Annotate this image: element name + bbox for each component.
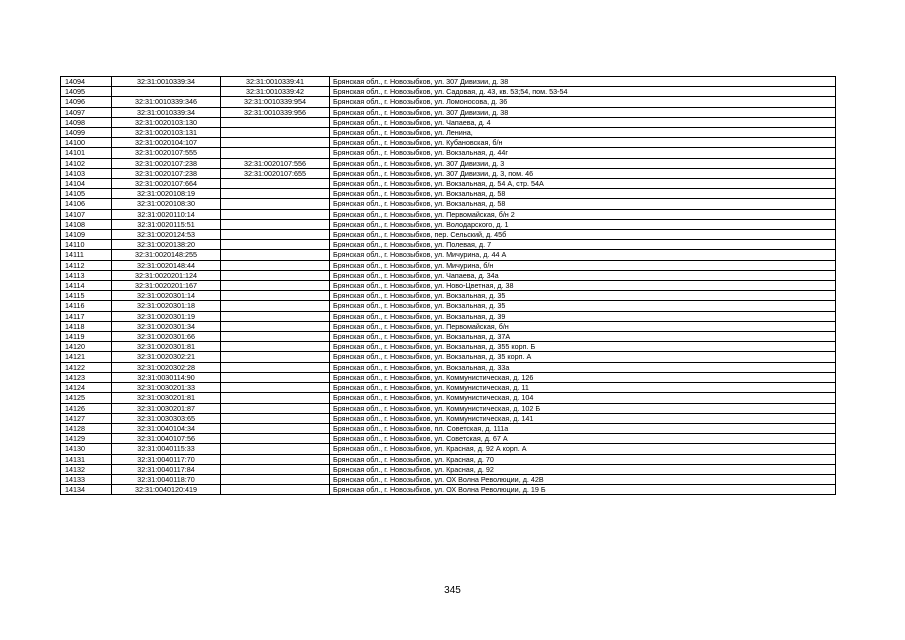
- address-cell: Брянская обл., г. Новозыбков, пл. Советская, д. 111а: [330, 423, 836, 433]
- address-cell: Брянская обл., г. Новозыбков, ул. Чапаева, д. 4: [330, 117, 836, 127]
- address-cell: Брянская обл., г. Новозыбков, ул. Советская, д. 67 А: [330, 434, 836, 444]
- property-table-body: [61, 77, 836, 495]
- address-cell: Брянская обл., г. Новозыбков, ул. Вокзальная, д. 35 корп. А: [330, 352, 836, 362]
- linked-cadastral-number-cell: [221, 454, 330, 464]
- address-cell: Брянская обл., г. Новозыбков, ул. 307 Дивизии, д. 38: [330, 77, 836, 87]
- address-cell: Брянская обл., г. Новозыбков, ул. 307 Дивизии, д. 3: [330, 158, 836, 168]
- table-row: [61, 128, 836, 138]
- address-cell: Брянская обл., г. Новозыбков, ул. Коммунистическая, д. 126: [330, 372, 836, 382]
- row-number-cell: 14125: [61, 393, 112, 403]
- table-row: [61, 393, 836, 403]
- address-cell: Брянская обл., г. Новозыбков, ул. Вокзальная, д. 54 А, стр. 54А: [330, 179, 836, 189]
- cadastral-number-cell: 32:31:0020301:14: [112, 291, 221, 301]
- table-row: [61, 413, 836, 423]
- address-cell: Брянская обл., г. Новозыбков, ул. Вокзальная, д. 58: [330, 199, 836, 209]
- linked-cadastral-number-cell: [221, 281, 330, 291]
- row-number-cell: 14127: [61, 413, 112, 423]
- row-number-cell: 14120: [61, 342, 112, 352]
- cadastral-number-cell: 32:31:0020110:14: [112, 209, 221, 219]
- row-number-cell: 14116: [61, 301, 112, 311]
- address-cell: Брянская обл., г. Новозыбков, ул. Вокзальная, д. 355 корп. Б: [330, 342, 836, 352]
- row-number-cell: 14096: [61, 97, 112, 107]
- row-number-cell: 14099: [61, 128, 112, 138]
- table-row: [61, 454, 836, 464]
- linked-cadastral-number-cell: 32:31:0020107:655: [221, 168, 330, 178]
- row-number-cell: 14106: [61, 199, 112, 209]
- address-cell: Брянская обл., г. Новозыбков, ул. Вокзальная, д. 35: [330, 301, 836, 311]
- cadastral-number-cell: 32:31:0040117:84: [112, 464, 221, 474]
- cadastral-number-cell: 32:31:0020103:131: [112, 128, 221, 138]
- linked-cadastral-number-cell: [221, 332, 330, 342]
- table-row: [61, 362, 836, 372]
- cadastral-number-cell: 32:31:0020201:124: [112, 270, 221, 280]
- row-number-cell: 14100: [61, 138, 112, 148]
- table-row: [61, 87, 836, 97]
- cadastral-number-cell: 32:31:0020301:18: [112, 301, 221, 311]
- linked-cadastral-number-cell: [221, 444, 330, 454]
- linked-cadastral-number-cell: [221, 199, 330, 209]
- cadastral-number-cell: 32:31:0020108:30: [112, 199, 221, 209]
- linked-cadastral-number-cell: [221, 128, 330, 138]
- row-number-cell: 14111: [61, 250, 112, 260]
- table-row: [61, 301, 836, 311]
- table-row: [61, 311, 836, 321]
- linked-cadastral-number-cell: 32:31:0010339:954: [221, 97, 330, 107]
- table-row: [61, 434, 836, 444]
- address-cell: Брянская обл., г. Новозыбков, ул. Вокзальная, д. 37А: [330, 332, 836, 342]
- linked-cadastral-number-cell: [221, 311, 330, 321]
- linked-cadastral-number-cell: [221, 179, 330, 189]
- cadastral-number-cell: 32:31:0020108:19: [112, 189, 221, 199]
- cadastral-number-cell: 32:31:0030201:87: [112, 403, 221, 413]
- row-number-cell: 14117: [61, 311, 112, 321]
- address-cell: Брянская обл., г. Новозыбков, ул. Чапаева, д. 34а: [330, 270, 836, 280]
- table-row: [61, 281, 836, 291]
- cadastral-number-cell: 32:31:0020302:21: [112, 352, 221, 362]
- table-row: [61, 230, 836, 240]
- linked-cadastral-number-cell: 32:31:0010339:42: [221, 87, 330, 97]
- linked-cadastral-number-cell: [221, 250, 330, 260]
- table-row: [61, 117, 836, 127]
- linked-cadastral-number-cell: [221, 485, 330, 495]
- address-cell: Брянская обл., г. Новозыбков, ул. Мичурина, б/н: [330, 260, 836, 270]
- row-number-cell: 14098: [61, 117, 112, 127]
- row-number-cell: 14122: [61, 362, 112, 372]
- cadastral-number-cell: 32:31:0030114:90: [112, 372, 221, 382]
- row-number-cell: 14108: [61, 219, 112, 229]
- linked-cadastral-number-cell: [221, 474, 330, 484]
- row-number-cell: 14121: [61, 352, 112, 362]
- address-cell: Брянская обл., г. Новозыбков, ул. ОХ Волна Революции, д. 19 Б: [330, 485, 836, 495]
- cadastral-number-cell: 32:31:0020301:81: [112, 342, 221, 352]
- cadastral-number-cell: 32:31:0020107:555: [112, 148, 221, 158]
- table-row: [61, 332, 836, 342]
- linked-cadastral-number-cell: 32:31:0010339:956: [221, 107, 330, 117]
- linked-cadastral-number-cell: [221, 362, 330, 372]
- linked-cadastral-number-cell: [221, 301, 330, 311]
- cadastral-number-cell: 32:31:0020107:238: [112, 168, 221, 178]
- cadastral-number-cell: 32:31:0030201:81: [112, 393, 221, 403]
- address-cell: Брянская обл., г. Новозыбков, ул. Кубановская, б/н: [330, 138, 836, 148]
- table-row: [61, 270, 836, 280]
- table-row: [61, 189, 836, 199]
- cadastral-number-cell: 32:31:0020107:664: [112, 179, 221, 189]
- table-row: [61, 138, 836, 148]
- table-row: [61, 219, 836, 229]
- row-number-cell: 14126: [61, 403, 112, 413]
- address-cell: Брянская обл., г. Новозыбков, ул. ОХ Волна Революции, д. 42В: [330, 474, 836, 484]
- cadastral-number-cell: 32:31:0010339:34: [112, 77, 221, 87]
- page-number: 345: [444, 585, 461, 596]
- address-cell: Брянская обл., г. Новозыбков, ул. Володарского, д. 1: [330, 219, 836, 229]
- cadastral-number-cell: 32:31:0040118:70: [112, 474, 221, 484]
- cadastral-number-cell: 32:31:0030201:33: [112, 383, 221, 393]
- cadastral-number-cell: 32:31:0020148:255: [112, 250, 221, 260]
- cadastral-number-cell: 32:31:0020201:167: [112, 281, 221, 291]
- row-number-cell: 14132: [61, 464, 112, 474]
- linked-cadastral-number-cell: [221, 321, 330, 331]
- table-row: [61, 383, 836, 393]
- address-cell: Брянская обл., г. Новозыбков, ул. Коммунистическая, д. 141: [330, 413, 836, 423]
- cadastral-number-cell: 32:31:0030303:65: [112, 413, 221, 423]
- address-cell: Брянская обл., г. Новозыбков, ул. 307 Дивизии, д. 3, пом. 46: [330, 168, 836, 178]
- cadastral-number-cell: 32:31:0010339:34: [112, 107, 221, 117]
- table-row: [61, 97, 836, 107]
- linked-cadastral-number-cell: [221, 148, 330, 158]
- address-cell: Брянская обл., г. Новозыбков, ул. Первомайская, б/н: [330, 321, 836, 331]
- table-row: [61, 423, 836, 433]
- row-number-cell: 14134: [61, 485, 112, 495]
- linked-cadastral-number-cell: [221, 413, 330, 423]
- cadastral-number-cell: 32:31:0010339:346: [112, 97, 221, 107]
- row-number-cell: 14109: [61, 230, 112, 240]
- address-cell: Брянская обл., г. Новозыбков, ул. Ломоносова, д. 36: [330, 97, 836, 107]
- cadastral-number-cell: 32:31:0020104:107: [112, 138, 221, 148]
- address-cell: Брянская обл., г. Новозыбков, ул. Коммунистическая, д. 102 Б: [330, 403, 836, 413]
- cadastral-number-cell: 32:31:0020107:238: [112, 158, 221, 168]
- address-cell: Брянская обл., г. Новозыбков, ул. 307 Дивизии, д. 38: [330, 107, 836, 117]
- row-number-cell: 14131: [61, 454, 112, 464]
- linked-cadastral-number-cell: 32:31:0010339:41: [221, 77, 330, 87]
- table-row: [61, 148, 836, 158]
- linked-cadastral-number-cell: [221, 260, 330, 270]
- row-number-cell: 14107: [61, 209, 112, 219]
- cadastral-number-cell: 32:31:0020103:130: [112, 117, 221, 127]
- table-row: [61, 260, 836, 270]
- table-row: [61, 464, 836, 474]
- row-number-cell: 14129: [61, 434, 112, 444]
- table-row: [61, 474, 836, 484]
- row-number-cell: 14094: [61, 77, 112, 87]
- table-row: [61, 168, 836, 178]
- linked-cadastral-number-cell: [221, 352, 330, 362]
- address-cell: Брянская обл., г. Новозыбков, ул. Вокзальная, д. 33а: [330, 362, 836, 372]
- linked-cadastral-number-cell: [221, 342, 330, 352]
- row-number-cell: 14123: [61, 372, 112, 382]
- linked-cadastral-number-cell: [221, 189, 330, 199]
- table-row: [61, 372, 836, 382]
- address-cell: Брянская обл., г. Новозыбков, ул. Мичурина, д. 44 А: [330, 250, 836, 260]
- address-cell: Брянская обл., г. Новозыбков, ул. Садовая, д. 43, кв. 53;54, пом. 53-54: [330, 87, 836, 97]
- linked-cadastral-number-cell: [221, 117, 330, 127]
- address-cell: Брянская обл., г. Новозыбков, ул. Красная, д. 70: [330, 454, 836, 464]
- linked-cadastral-number-cell: [221, 209, 330, 219]
- cadastral-number-cell: 32:31:0020138:20: [112, 240, 221, 250]
- row-number-cell: 14130: [61, 444, 112, 454]
- address-cell: Брянская обл., г. Новозыбков, ул. Коммунистическая, д. 104: [330, 393, 836, 403]
- linked-cadastral-number-cell: [221, 291, 330, 301]
- cadastral-number-cell: 32:31:0020302:28: [112, 362, 221, 372]
- linked-cadastral-number-cell: [221, 464, 330, 474]
- row-number-cell: 14114: [61, 281, 112, 291]
- linked-cadastral-number-cell: [221, 230, 330, 240]
- row-number-cell: 14103: [61, 168, 112, 178]
- address-cell: Брянская обл., г. Новозыбков, ул. Ново-Цветная, д. 38: [330, 281, 836, 291]
- cadastral-number-cell: 32:31:0040104:34: [112, 423, 221, 433]
- row-number-cell: 14104: [61, 179, 112, 189]
- linked-cadastral-number-cell: [221, 138, 330, 148]
- table-row: [61, 107, 836, 117]
- row-number-cell: 14105: [61, 189, 112, 199]
- table-row: [61, 291, 836, 301]
- table-row: [61, 342, 836, 352]
- document-sheet: [60, 76, 835, 495]
- cadastral-number-cell: 32:31:0020115:51: [112, 219, 221, 229]
- cadastral-number-cell: 32:31:0040120:419: [112, 485, 221, 495]
- address-cell: Брянская обл., г. Новозыбков, ул. Красная, д. 92 А корп. А: [330, 444, 836, 454]
- row-number-cell: 14101: [61, 148, 112, 158]
- address-cell: Брянская обл., г. Новозыбков, ул. Вокзальная, д. 58: [330, 189, 836, 199]
- address-cell: Брянская обл., г. Новозыбков, ул. Ленина,: [330, 128, 836, 138]
- row-number-cell: 14097: [61, 107, 112, 117]
- row-number-cell: 14112: [61, 260, 112, 270]
- cadastral-number-cell: 32:31:0040115:33: [112, 444, 221, 454]
- row-number-cell: 14102: [61, 158, 112, 168]
- address-cell: Брянская обл., г. Новозыбков, ул. Первомайская, б/н 2: [330, 209, 836, 219]
- table-row: [61, 485, 836, 495]
- table-row: [61, 240, 836, 250]
- linked-cadastral-number-cell: [221, 270, 330, 280]
- table-row: [61, 444, 836, 454]
- cadastral-number-cell: 32:31:0020301:19: [112, 311, 221, 321]
- table-row: [61, 199, 836, 209]
- row-number-cell: 14133: [61, 474, 112, 484]
- cadastral-number-cell: 32:31:0020148:44: [112, 260, 221, 270]
- linked-cadastral-number-cell: [221, 383, 330, 393]
- cadastral-number-cell: 32:31:0040117:70: [112, 454, 221, 464]
- address-cell: Брянская обл., г. Новозыбков, ул. Вокзальная, д. 39: [330, 311, 836, 321]
- linked-cadastral-number-cell: [221, 393, 330, 403]
- row-number-cell: 14124: [61, 383, 112, 393]
- linked-cadastral-number-cell: [221, 423, 330, 433]
- row-number-cell: 14128: [61, 423, 112, 433]
- table-row: [61, 209, 836, 219]
- row-number-cell: 14095: [61, 87, 112, 97]
- row-number-cell: 14119: [61, 332, 112, 342]
- linked-cadastral-number-cell: [221, 372, 330, 382]
- table-row: [61, 321, 836, 331]
- table-row: [61, 403, 836, 413]
- table-row: [61, 352, 836, 362]
- table-row: [61, 179, 836, 189]
- cadastral-number-cell: 32:31:0020301:34: [112, 321, 221, 331]
- table-row: [61, 77, 836, 87]
- linked-cadastral-number-cell: [221, 434, 330, 444]
- cadastral-number-cell: 32:31:0040107:56: [112, 434, 221, 444]
- row-number-cell: 14110: [61, 240, 112, 250]
- linked-cadastral-number-cell: [221, 240, 330, 250]
- table-row: [61, 158, 836, 168]
- property-table: [60, 76, 836, 495]
- cadastral-number-cell: 32:31:0020124:53: [112, 230, 221, 240]
- table-row: [61, 250, 836, 260]
- address-cell: Брянская обл., г. Новозыбков, ул. Красная, д. 92: [330, 464, 836, 474]
- address-cell: Брянская обл., г. Новозыбков, пер. Сельский, д. 45б: [330, 230, 836, 240]
- row-number-cell: 14115: [61, 291, 112, 301]
- row-number-cell: 14118: [61, 321, 112, 331]
- address-cell: Брянская обл., г. Новозыбков, ул. Вокзальная, д. 35: [330, 291, 836, 301]
- address-cell: Брянская обл., г. Новозыбков, ул. Вокзальная, д. 44г: [330, 148, 836, 158]
- linked-cadastral-number-cell: [221, 403, 330, 413]
- linked-cadastral-number-cell: [221, 219, 330, 229]
- address-cell: Брянская обл., г. Новозыбков, ул. Коммунистическая, д. 11: [330, 383, 836, 393]
- linked-cadastral-number-cell: 32:31:0020107:556: [221, 158, 330, 168]
- row-number-cell: 14113: [61, 270, 112, 280]
- cadastral-number-cell: [112, 87, 221, 97]
- address-cell: Брянская обл., г. Новозыбков, ул. Полевая, д. 7: [330, 240, 836, 250]
- cadastral-number-cell: 32:31:0020301:66: [112, 332, 221, 342]
